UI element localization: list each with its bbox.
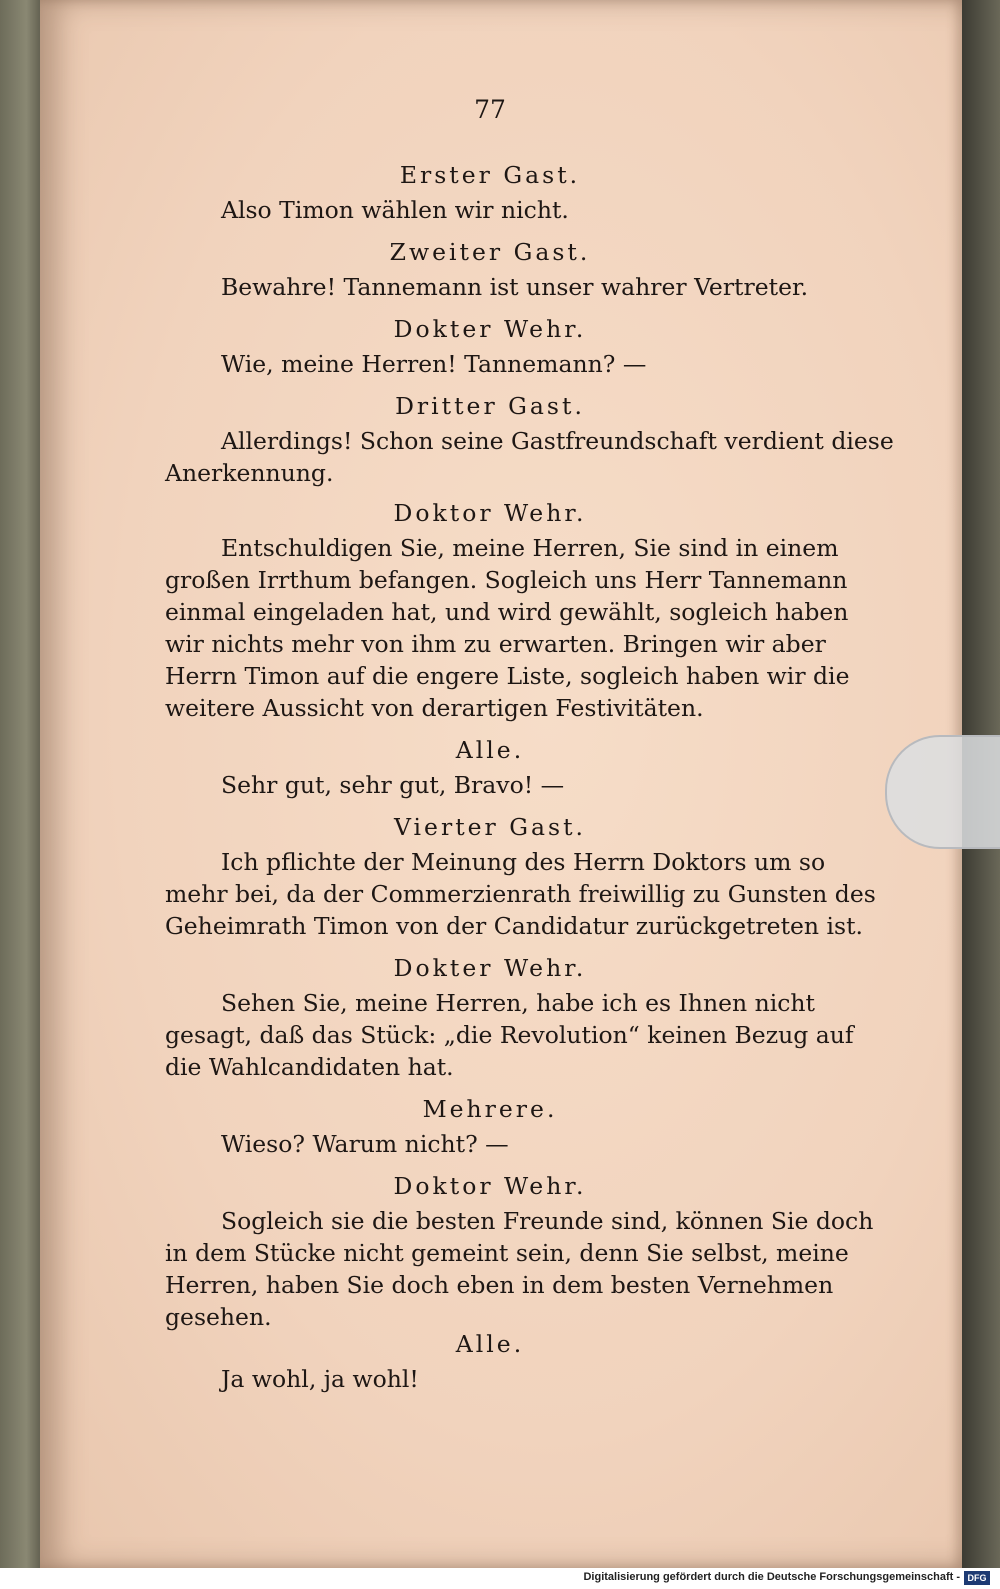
dialogue-line: Ich pflichte der Meinung des Herrn Doktors um so: [221, 848, 826, 876]
dialogue-line: Entschuldigen Sie, meine Herren, Sie sind in einem: [221, 534, 839, 562]
speaker-name: Mehrere.: [422, 1095, 558, 1123]
speaker-name: Doktor Wehr.: [393, 499, 587, 527]
dialogue-line: die Wahlcandidaten hat.: [165, 1053, 454, 1081]
dialogue-line: mehr bei, da der Commerzienrath freiwillig zu Gunsten des: [165, 880, 876, 908]
dialogue-line: Wie, meine Herren! Tannemann? —: [221, 350, 647, 378]
dialogue-line: Anerkennung.: [165, 459, 334, 487]
footer-credit: Digitalisierung gefördert durch die Deutsche Forschungsgemeinschaft -: [583, 1571, 960, 1583]
dialogue-line: in dem Stücke nicht gemeint sein, denn Sie selbst, meine: [165, 1239, 849, 1267]
dialogue-line: Wieso? Warum nicht? —: [221, 1130, 509, 1158]
dialogue-line: Sogleich sie die besten Freunde sind, können Sie doch: [221, 1207, 874, 1235]
speaker-name: Alle.: [455, 736, 525, 764]
speaker-name: Vierter Gast.: [393, 813, 587, 841]
dialogue-line: Sehen Sie, meine Herren, habe ich es Ihnen nicht: [221, 989, 815, 1017]
speaker-name: Dokter Wehr.: [393, 954, 587, 982]
dialogue-line: Ja wohl, ja wohl!: [221, 1365, 419, 1393]
speaker-name: Dritter Gast.: [395, 392, 585, 420]
speaker-name: Alle.: [455, 1330, 525, 1358]
speaker-name: Dokter Wehr.: [393, 315, 587, 343]
dialogue-line: Also Timon wählen wir nicht.: [221, 196, 569, 224]
dialogue-line: Geheimrath Timon von der Candidatur zurückgetreten ist.: [165, 912, 864, 940]
page-clip-tab: [885, 735, 1000, 849]
page-number: 77: [474, 95, 506, 124]
speaker-name: Doktor Wehr.: [393, 1172, 587, 1200]
dialogue-line: weitere Aussicht von derartigen Festivitäten.: [165, 694, 704, 722]
dialogue-line: Herren, haben Sie doch eben in dem besten Vernehmen: [165, 1271, 834, 1299]
speaker-name: Zweiter Gast.: [389, 238, 591, 266]
speaker-name: Erster Gast.: [399, 161, 581, 189]
dialogue-line: großen Irrthum befangen. Sogleich uns Herr Tannemann: [165, 566, 848, 594]
dialogue-line: Bewahre! Tannemann ist unser wahrer Vertreter.: [221, 273, 809, 301]
dfg-logo-icon: DFG: [964, 1571, 990, 1585]
dialogue-line: Sehr gut, sehr gut, Bravo! —: [221, 771, 565, 799]
footer-bar: [0, 1568, 1000, 1589]
dialogue-line: Herrn Timon auf die engere Liste, sogleich haben wir die: [165, 662, 850, 690]
dialogue-line: einmal eingeladen hat, und wird gewählt, sogleich haben: [165, 598, 849, 626]
dialogue-line: gesagt, daß das Stück: „die Revolution“ keinen Bezug auf: [165, 1021, 854, 1049]
dialogue-line: gesehen.: [165, 1303, 272, 1331]
dialogue-line: Allerdings! Schon seine Gastfreundschaft verdient diese: [221, 427, 894, 455]
dialogue-line: wir nichts mehr von ihm zu erwarten. Bringen wir aber: [165, 630, 826, 658]
